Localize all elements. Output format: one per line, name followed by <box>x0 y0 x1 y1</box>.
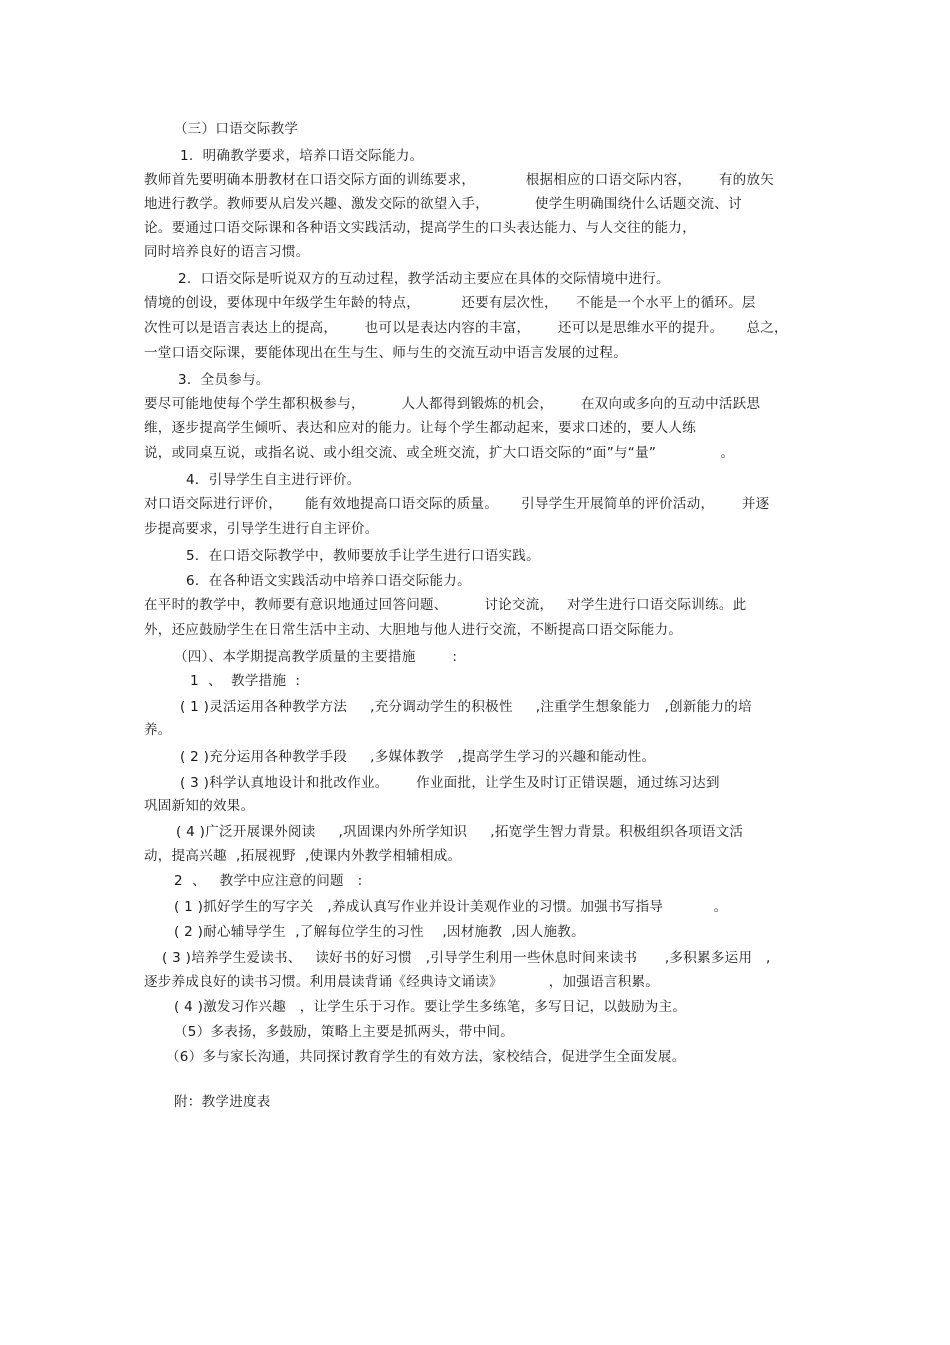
paragraph-line: 一堂口语交际课，要能体现出在生与生、师与生的交流互动中语言发展的过程。 <box>144 345 627 361</box>
item-5-heading: 5．在口语交际教学中，教师要放手让学生进行口语实践。 <box>186 548 540 564</box>
item-1-heading: 1. 明确教学要求，培养口语交际能力。 <box>180 148 424 164</box>
subheading-teaching-notes: 2 、 教学中应注意的问题 : <box>174 873 363 889</box>
subheading-teaching-measures: 1 、 教学措施 : <box>190 673 301 689</box>
paragraph-line: 情境的创设，要体现中年级学生年龄的特点， 还要有层次性， 不能是一个水平上的循环。层 <box>144 295 756 311</box>
paragraph-line: 地进行教学。教师要从启发兴趣、激发交际的欲望入手， 使学生明确围绕什么话题交流、讨 <box>144 196 742 212</box>
item-3-heading: 3. 全员参与。 <box>178 372 270 388</box>
paragraph-line: ( 4 )广泛开展课外阅读 ,巩固课内外所学知识 ,拓宽学生智力背景。积极组织各项语文活 <box>176 824 744 840</box>
paragraph-line: 逐步养成良好的读书习惯。利用晨读背诵《经典诗文诵读》 ，加强语言积累。 <box>144 974 660 990</box>
appendix-label: 附：教学进度表 <box>174 1094 271 1110</box>
paragraph-line: （5）多表扬，多鼓励，策略上主要是抓两头，带中间。 <box>174 1024 515 1040</box>
paragraph-line: 步提高要求，引导学生进行自主评价。 <box>144 521 379 537</box>
paragraph-line: 养。 <box>144 722 172 738</box>
section-heading-quality-measures: （四）、本学期提高教学质量的主要措施 : <box>174 649 458 665</box>
section-heading-oral-communication: （三）口语交际教学 <box>174 121 299 137</box>
paragraph-line: ( 2 )耐心辅导学生 ,了解每位学生的习性 ,因材施教 ,因人施教。 <box>174 924 585 940</box>
paragraph-line: ( 3 )培养学生爱读书、 读好书的好习惯 ,引导学生利用一些休息时间来读书 ,多积累多运用 , <box>162 950 771 966</box>
paragraph-line: 外，还应鼓励学生在日常生活中主动、大胆地与他人进行交流，不断提高口语交际能力。 <box>144 622 683 638</box>
paragraph-line: ( 1 )抓好学生的写字关 ,养成认真写作业并设计美观作业的习惯。加强书写指导 。 <box>174 899 728 915</box>
paragraph-line: 巩固新知的效果。 <box>144 798 255 814</box>
paragraph-line: ( 4 )激发习作兴趣 ，让学生乐于习作。要让学生多练笔，多写日记，以鼓励为主。 <box>174 999 687 1015</box>
paragraph-line: 教师首先要明确本册教材在口语交际方面的训练要求， 根据相应的口语交际内容， 有的放矢 <box>144 172 775 188</box>
paragraph-line: 要尽可能地使每个学生都积极参与， 人人都得到锻炼的机会， 在双向或多向的互动中活跃思 <box>144 396 761 412</box>
paragraph-line: 同时培养良好的语言习惯。 <box>144 244 310 260</box>
paragraph-line: 在平时的教学中，教师要有意识地通过回答问题、 讨论交流， 对学生进行口语交际训练。此 <box>144 597 747 613</box>
paragraph-line: （6）多与家长沟通，共同探讨教育学生的有效方法，家校结合，促进学生全面发展。 <box>166 1049 686 1065</box>
paragraph-line: ( 1 )灵活运用各种教学方法 ,充分调动学生的积极性 ,注重学生想象能力 ,创新能力的培 <box>180 699 752 715</box>
item-4-heading: 4．引导学生自主进行评价。 <box>186 472 361 488</box>
paragraph-line: 次性可以是语言表达上的提高， 也可以是表达内容的丰富， 还可以是思维水平的提升。 总之， <box>144 320 788 336</box>
paragraph-line: 说，或同桌互说，或指名说、或小组交流、或全班交流，扩大口语交际的“面”与“量” 。 <box>144 445 735 461</box>
paragraph-line: ( 2 )充分运用各种教学手段 ,多媒体教学 ,提高学生学习的兴趣和能动性。 <box>180 749 656 765</box>
item-6-heading: 6．在各种语文实践活动中培养口语交际能力。 <box>186 573 471 589</box>
item-2-heading: 2. 口语交际是听说双方的互动过程，教学活动主要应在具体的交际情境中进行。 <box>178 271 670 287</box>
paragraph-line: 对口语交际进行评价， 能有效地提高口语交际的质量。 引导学生开展简单的评价活动， 并逐 <box>144 496 770 512</box>
paragraph-line: 维，逐步提高学生倾听、表达和应对的能力。让每个学生都动起来，要求口述的，要人人练 <box>144 420 696 436</box>
paragraph-line: 论。要通过口语交际课和各种语文实践活动，提高学生的口头表达能力、与人交往的能力， <box>144 220 696 236</box>
paragraph-line: 动，提高兴趣 ,拓展视野 ,使课内外教学相辅相成。 <box>144 848 462 864</box>
paragraph-line: ( 3 )科学认真地设计和批改作业。 作业面批，让学生及时订正错误题，通过练习达到 <box>180 775 720 791</box>
